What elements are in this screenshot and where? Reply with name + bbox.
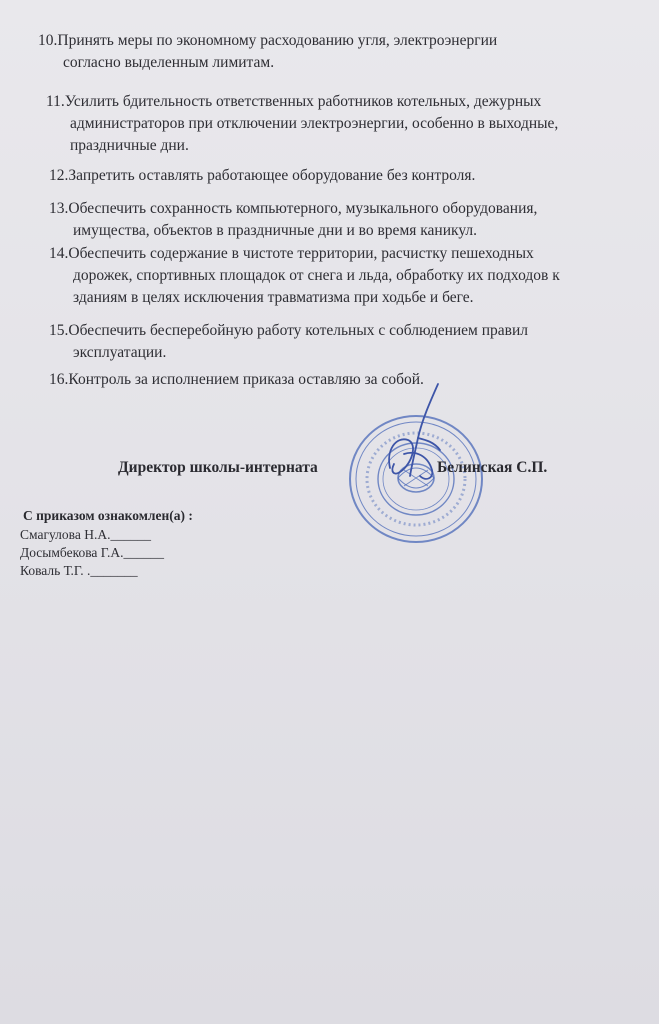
acknowledgement-title: С приказом ознакомлен(а) :: [23, 508, 193, 523]
item-text-line: имущества, объектов в праздничные дни и во время каникул.: [73, 222, 478, 239]
item-text-line: Запретить оставлять работающее оборудование без контроля.: [68, 167, 476, 184]
acknowledgement-name: Коваль Т.Г. ._______: [20, 563, 138, 578]
item-text-line: Контроль за исполнением приказа оставляю за собой.: [68, 371, 424, 388]
item-number: 16.: [49, 371, 69, 388]
item-text-line: Обеспечить содержание в чистоте территории, расчистку пешеходных: [68, 245, 534, 262]
order-item-12: [49, 165, 475, 187]
item-text-line: администраторов при отключении электроэнергии, особенно в выходные,: [70, 115, 559, 132]
acknowledgement-name: Смагулова Н.А.______: [20, 527, 151, 542]
order-item-11: [46, 91, 558, 157]
item-text-line: Обеспечить сохранность компьютерного, музыкального оборудования,: [68, 200, 538, 217]
item-number: 12.: [49, 167, 69, 184]
order-item-14: [49, 243, 560, 309]
item-text-line: дорожек, спортивных площадок от снега и льда, обработку их подходов к: [73, 267, 560, 284]
item-number: 11.: [46, 93, 65, 110]
item-text-line: зданиям в целях исключения травматизма при ходьбе и беге.: [73, 289, 474, 306]
item-text-line: Усилить бдительность ответственных работников котельных, дежурных: [64, 93, 542, 110]
item-number: 13.: [49, 200, 69, 217]
item-text-line: Принять меры по экономному расходованию угля, электроэнергии: [57, 32, 498, 49]
director-position: Директор школы-интерната: [118, 459, 318, 476]
item-number: 10.: [38, 32, 58, 49]
acknowledgement-name: Досымбекова Г.А.______: [20, 545, 165, 560]
item-number: 14.: [49, 245, 69, 262]
item-text-line: Обеспечить бесперебойную работу котельных с соблюдением правил: [68, 322, 528, 339]
item-text-line: согласно выделенным лимитам.: [63, 54, 275, 71]
order-item-15: [49, 320, 528, 364]
item-text-line: эксплуатации.: [73, 344, 167, 361]
director-name: Белинская С.П.: [437, 459, 548, 476]
order-item-10: [38, 30, 497, 74]
item-text-line: праздничные дни.: [70, 137, 189, 154]
order-item-13: [49, 198, 537, 242]
item-number: 15.: [49, 322, 69, 339]
